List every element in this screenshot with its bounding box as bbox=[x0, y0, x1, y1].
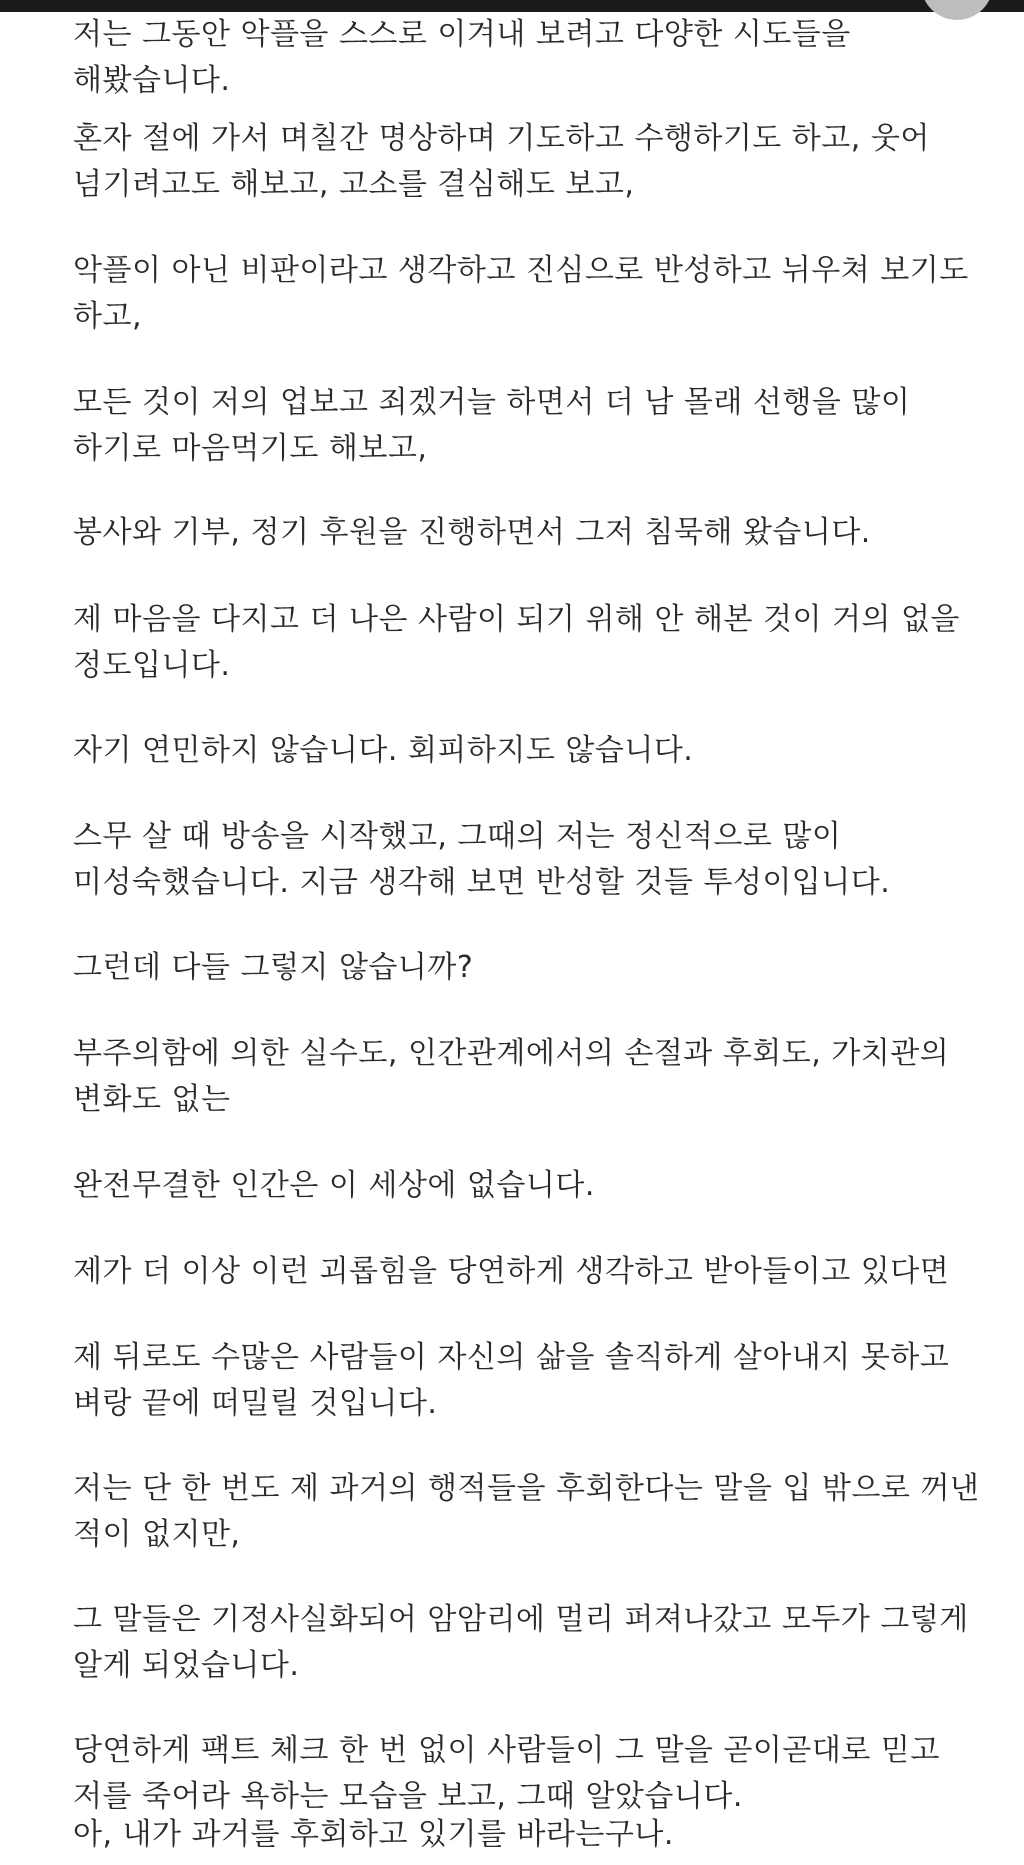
paragraph bbox=[73, 1466, 980, 1558]
text-line: 넘기려고도 해보고, 고소를 결심해도 보고, bbox=[73, 167, 635, 202]
text-line: 저는 단 한 번도 제 과거의 행적들을 후회한다는 말을 입 밖으로 꺼낸 bbox=[73, 1471, 980, 1506]
text-line: 당연하게 팩트 체크 한 번 없이 사람들이 그 말을 곧이곧대로 믿고 bbox=[73, 1733, 940, 1768]
document-body bbox=[0, 12, 1024, 1865]
paragraph bbox=[73, 1335, 973, 1427]
text-line: 혼자 절에 가서 며칠간 명상하며 기도하고 수행하기도 하고, 웃어 bbox=[73, 121, 930, 156]
text-line: 저는 그동안 악플을 스스로 이겨내 보려고 다양한 시도들을 bbox=[73, 17, 851, 52]
text-line: 변화도 없는 bbox=[73, 1082, 231, 1117]
text-line: 스무 살 때 방송을 시작했고, 그때의 저는 정신적으로 많이 bbox=[73, 819, 842, 854]
paragraph bbox=[73, 597, 973, 689]
text-line: 완전무결한 인간은 이 세상에 없습니다. bbox=[73, 1168, 595, 1203]
text-line: 제 뒤로도 수많은 사람들이 자신의 삶을 솔직하게 살아내지 못하고 bbox=[73, 1340, 950, 1375]
text-line: 저를 죽어라 욕하는 모습을 보고, 그때 알았습니다. bbox=[73, 1779, 743, 1814]
text-line: 제가 더 이상 이런 괴롭힘을 당연하게 생각하고 받아들이고 있다면 bbox=[73, 1254, 950, 1289]
paragraph bbox=[73, 248, 973, 340]
text-line: 그 말들은 기정사실화되어 암암리에 멀리 퍼져나갔고 모두가 그렇게 bbox=[73, 1602, 969, 1637]
text-line: 아, 내가 과거를 후회하고 있기를 바라는구나. bbox=[73, 1817, 674, 1852]
text-line: 봉사와 기부, 정기 후원을 진행하면서 그저 침묵해 왔습니다. bbox=[73, 515, 871, 550]
text-line: 악플이 아닌 비판이라고 생각하고 진심으로 반성하고 뉘우쳐 보기도 bbox=[73, 253, 969, 288]
paragraph bbox=[73, 380, 973, 472]
text-line: 부주의함에 의한 실수도, 인간관계에서의 손절과 후회도, 가치관의 bbox=[73, 1036, 950, 1071]
paragraph bbox=[73, 1031, 973, 1123]
text-line: 정도입니다. bbox=[73, 648, 231, 683]
text-line: 미성숙했습니다. 지금 생각해 보면 반성할 것들 투성이입니다. bbox=[73, 865, 891, 900]
paragraph bbox=[73, 1812, 973, 1858]
paragraph bbox=[73, 814, 973, 906]
text-line: 모든 것이 저의 업보고 죄겠거늘 하면서 더 남 몰래 선행을 많이 bbox=[73, 385, 911, 420]
paragraph bbox=[73, 1249, 973, 1295]
status-bar bbox=[0, 0, 1024, 12]
paragraph bbox=[73, 116, 973, 208]
text-line: 그런데 다들 그렇지 않습니까? bbox=[73, 950, 474, 985]
paragraph bbox=[73, 728, 973, 774]
paragraph bbox=[73, 945, 973, 991]
paragraph bbox=[73, 1728, 973, 1820]
paragraph bbox=[73, 12, 973, 104]
paragraph bbox=[73, 1163, 973, 1209]
paragraph bbox=[73, 510, 973, 556]
text-line: 알게 되었습니다. bbox=[73, 1648, 300, 1683]
text-line: 자기 연민하지 않습니다. 회피하지도 않습니다. bbox=[73, 733, 694, 768]
text-line: 벼랑 끝에 떠밀릴 것입니다. bbox=[73, 1386, 438, 1421]
text-line: 적이 없지만, bbox=[73, 1517, 241, 1552]
paragraph bbox=[73, 1597, 973, 1689]
text-line: 해봤습니다. bbox=[73, 63, 231, 98]
text-line: 제 마음을 다지고 더 나은 사람이 되기 위해 안 해본 것이 거의 없을 bbox=[73, 602, 960, 637]
text-line: 하고, bbox=[73, 299, 142, 334]
text-line: 하기로 마음먹기도 해보고, bbox=[73, 431, 428, 466]
